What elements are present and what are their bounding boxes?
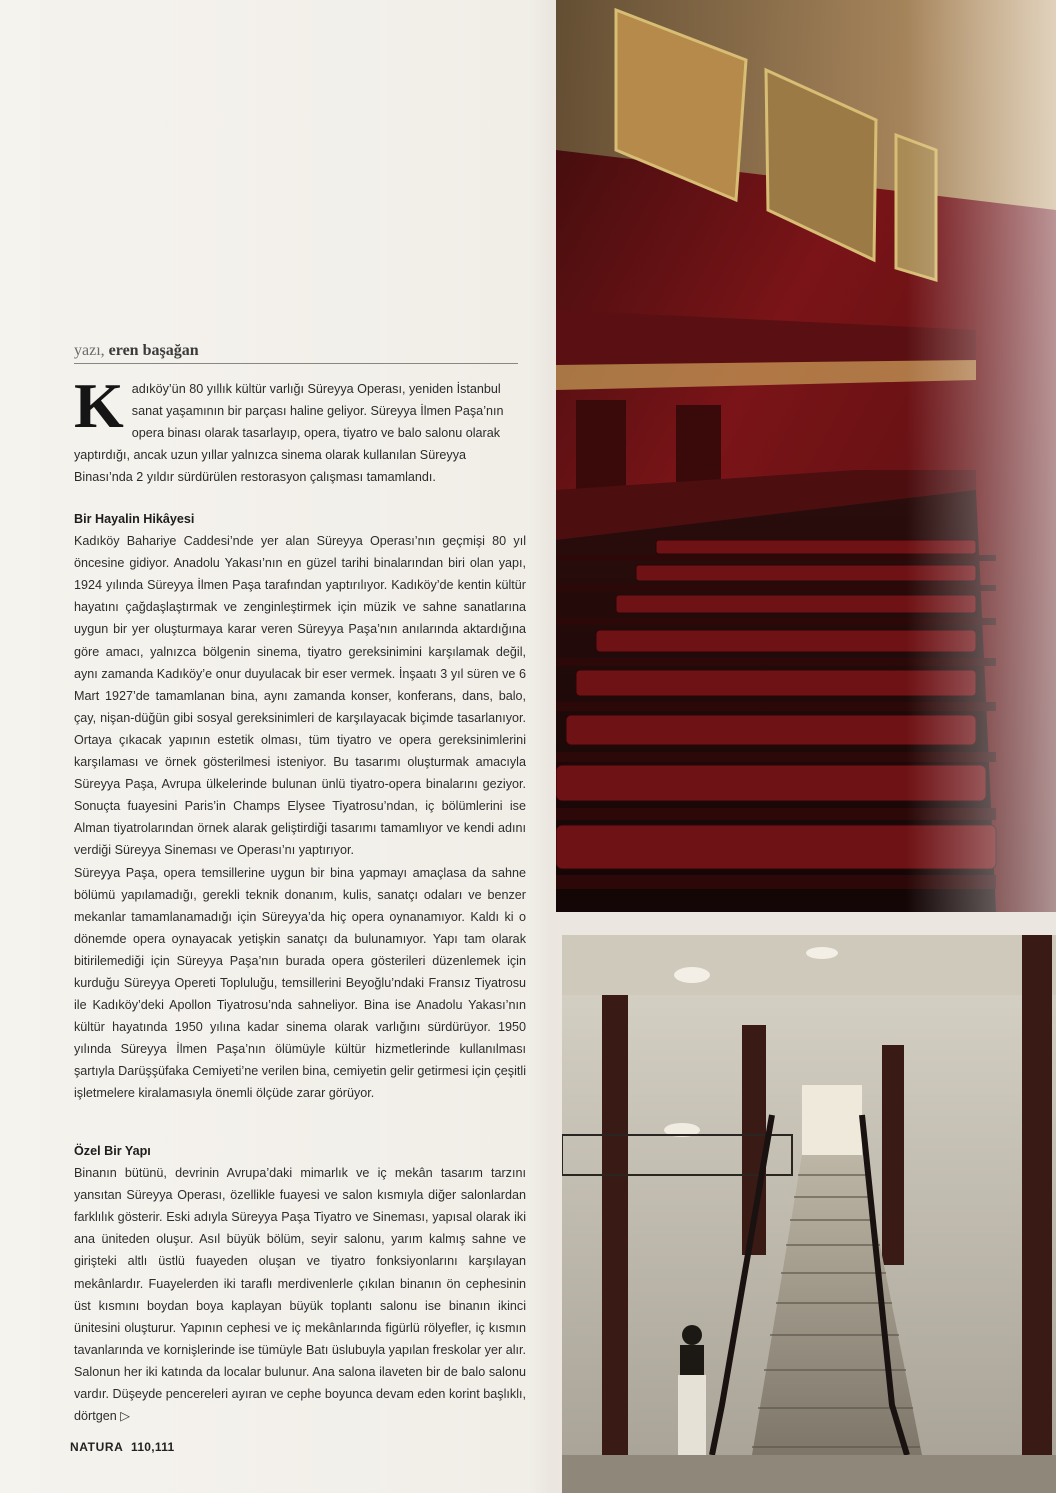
magazine-brand: NATURA <box>70 1440 124 1454</box>
section-heading: Özel Bir Yapı <box>74 1144 151 1158</box>
byline-author: eren başağan <box>108 342 199 359</box>
drop-cap: K <box>74 370 124 441</box>
intro-paragraph <box>74 370 518 488</box>
staircase-illustration <box>562 935 1056 1493</box>
foyer-staircase-photo <box>562 935 1056 1493</box>
section-paragraph: Süreyya Paşa, opera temsillerine uygun bir bina yapmayı amaçlasa da sahne bölümü yapılamadığı, gerekli teknik donanım, kulis, sanatçı odaları ve benzer mekanlar tamamlanamadığı için Süreyya’da hiç opera oynanamıyor. Kaldı ki o dönemde opera oynayacak yetişkin sanatçı da bulunamıyor. Yapı tam olarak bitirilemediği için Süreyya Paşa’nın burada opera gösterileri düzenlemek için kurduğu Süreyya Opereti Topluluğu, temsillerini Beyoğlu’ndaki Fransız Tiyatrosu ile Kadıköy’deki Apollon Tiyatrosu’nda sahneliyor. Bina ise Anadolu Yakası’nın kültür hayatında 1950 yılına kadar sinema olarak varlığını sürdürüyor. 1950 yılında Süreyya İlmen Paşa’nın ölümüyle kültür hizmetlerinde kullanılması şartıyla Darüşşüfaka Cemiyeti’ne verilen bina, cemiyetin gelir getirmesi için çeşitli işletmelere kiralamasıyla önemli ölçüde zarar görüyor. <box>74 865 526 1101</box>
auditorium-illustration <box>556 0 1056 912</box>
section-bir-hayalin-hikayesi <box>74 508 526 1105</box>
intro-text: adıköy’ün 80 yıllık kültür varlığı Süreyya Operası, yeniden İstanbul sanat yaşamının bir parçası haline geliyor. Süreyya İlmen Paşa’nın opera binası olarak tasarlayıp, opera, tiyatro ve balo salonu olarak yaptırdığı, ancak uzun yıllar yalnızca sinema olarak kullanılan Süreyya Binası’nda 2 yıldır sürdürülen restorasyon çalışması tamamlandı. <box>74 382 504 484</box>
section-heading: Bir Hayalin Hikâyesi <box>74 512 195 526</box>
byline <box>74 342 518 364</box>
section-ozel-bir-yapi <box>74 1140 526 1427</box>
page-numbers: 110,111 <box>131 1440 175 1454</box>
section-paragraph: Binanın bütünü, devrinin Avrupa’daki mimarlık ve iç mekân tasarım tarzını yansıtan Süreyya Operası, özellikle fuayesi ve salon kısmıyla diğer salonlardan farklılık gösterir. Eski adıyla Süreyya Paşa Tiyatro ve Sineması, yapısal olarak iki ana üniteden oluşur. Asıl büyük bölüm, seyir salonu, yarım kalmış sahne ve girişteki altlı üstlü fuayeden oluşan ve tiyatro fonksiyonlarını karşılayan mekânlardır. Fuayelerden iki taraflı merdivenlerle çıkılan binanın ön cephesinin üst kısmını boydan boya kaplayan büyük toplantı salonu ise binanın ikinci ünitesini oluşturur. Yapının cephesi ve iç mekânlarında figürlü rölyefler, iç kısmın tavanlarında ve kornişlerinde ise tümüyle Batı üslubuyla yapılan freskolar yer alır. Salonun her iki katında da localar bulunur. Ana salona ilaveten bir de balo salonu vardır. Düşeyde pencereleri ayıran ve cephe boyunca devam eden korint başlıklı, dörtgen ▷ <box>74 1166 526 1424</box>
page-footer <box>70 1440 175 1454</box>
auditorium-photo <box>556 0 1056 912</box>
section-paragraph: Kadıköy Bahariye Caddesi’nde yer alan Süreyya Operası’nın geçmişi 80 yıl öncesine gidiyor. Anadolu Yakası’nın en güzel tarihi binalarından biri olan yapı, 1924 yılında Süreyya İlmen Paşa tarafından yaptırılıyor. Kadıköy’de kentin kültür hayatını çağdaşlaştırmak ve zenginleştirmek için müzik ve sahne sanatlarına uygun bir yer oluşturmaya karar veren Süreyya Paşa’nın anılarında aktardığına göre amacı, yalnızca bölgenin sinema, tiyatro gereksinimini karşılamak değil, aynı zamanda Kadıköy’e onur duyulacak bir eser vermek. İnşaatı 3 yıl süren ve 6 Mart 1927’de tamamlanan bina, aynı zamanda konser, konferans, dans, balo, çay, nişan-düğün gibi sosyal gereksinimleri de karşılayacak biçimde tasarlanıyor. Ortaya çıkacak yapının estetik olması, tüm tiyatro ve opera gereksinimlerini karşılaması ve örnek gösterilmesi isteniyor. Bu tasarımı oluşturmak amacıyla Süreyya Paşa, Avrupa ülkelerinde bulunan ünlü tiyatro-opera binalarını geziyor. Sonuçta fuayesini Paris’in Champs Elysee Tiyatrosu’ndan, iç bölümlerini ise Alman tiyatrolarından örnek alarak geliştirdiği tasarımı tamamlıyor ve kendi adını verdiği Süreyya Sineması ve Operası’nı yaptırıyor. <box>74 534 526 858</box>
byline-prefix: yazı, <box>74 342 105 359</box>
